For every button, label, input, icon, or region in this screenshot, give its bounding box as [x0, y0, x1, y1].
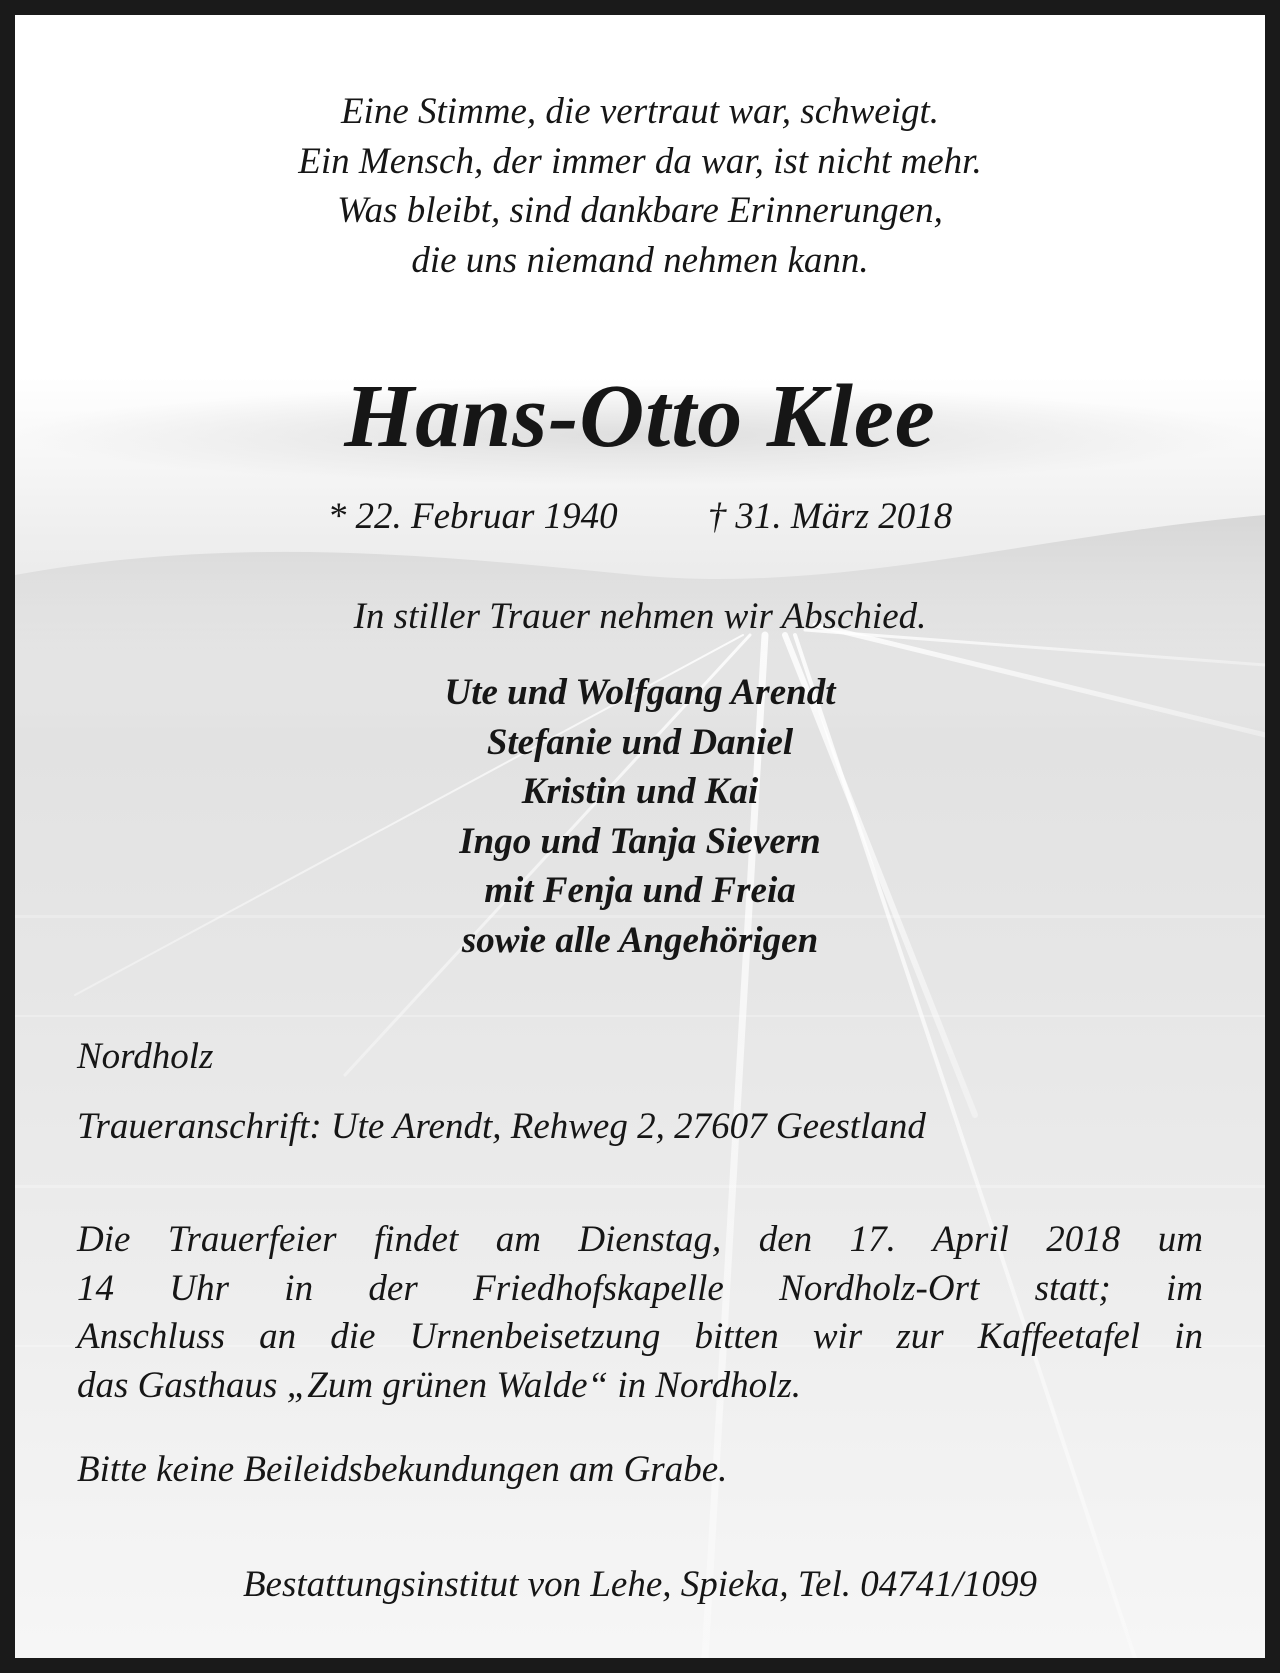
farewell-line: In stiller Trauer nehmen wir Abschied.: [353, 596, 927, 637]
mourners-list: [15, 668, 1265, 965]
poem-line: Eine Stimme, die vertraut war, schweigt.: [340, 91, 940, 132]
memorial-poem: [15, 87, 1265, 285]
mourner-line: Kristin und Kai: [521, 771, 759, 812]
birth-date: * 22. Februar 1940: [327, 496, 618, 537]
funeral-service-info: [77, 1216, 1203, 1410]
death-date: † 31. März 2018: [707, 496, 953, 537]
service-line: 14 Uhr in der Friedhofskapelle Nordholz-Ort statt; im: [77, 1267, 1203, 1309]
mourner-line: sowie alle Angehörigen: [461, 919, 819, 961]
notice-content: [15, 15, 1265, 1658]
mourning-address: Traueranschrift: Ute Arendt, Rehweg 2, 27607 Geestland: [77, 1106, 926, 1147]
life-dates: [15, 493, 1265, 541]
mourner-line: Ute und Wolfgang Arendt: [444, 672, 836, 713]
no-condolences-note: Bitte keine Beileidsbekundungen am Grabe.: [77, 1449, 728, 1490]
poem-line: Ein Mensch, der immer da war, ist nicht mehr.: [298, 140, 982, 182]
place-name: Nordholz: [77, 1036, 214, 1077]
service-line: Anschluss an die Urnenbeisetzung bitten wir zur Kaffeetafel in: [77, 1316, 1203, 1357]
service-line: Die Trauerfeier findet am Dienstag, den 17. April 2018 um: [77, 1219, 1203, 1260]
mourner-line: Ingo und Tanja Sievern: [459, 820, 821, 862]
mourner-line: Stefanie und Daniel: [486, 721, 794, 763]
poem-line: Was bleibt, sind dankbare Erinnerungen,: [337, 190, 943, 231]
undertaker-info: Bestattungsinstitut von Lehe, Spieka, Tel. 04741/1099: [242, 1564, 1038, 1605]
service-line: das Gasthaus „Zum grünen Walde“ in Nordholz.: [77, 1364, 802, 1406]
deceased-name: Hans-Otto Klee: [344, 367, 936, 466]
poem-line: die uns niemand nehmen kann.: [411, 239, 869, 281]
mourner-line: mit Fenja und Freia: [484, 870, 796, 911]
